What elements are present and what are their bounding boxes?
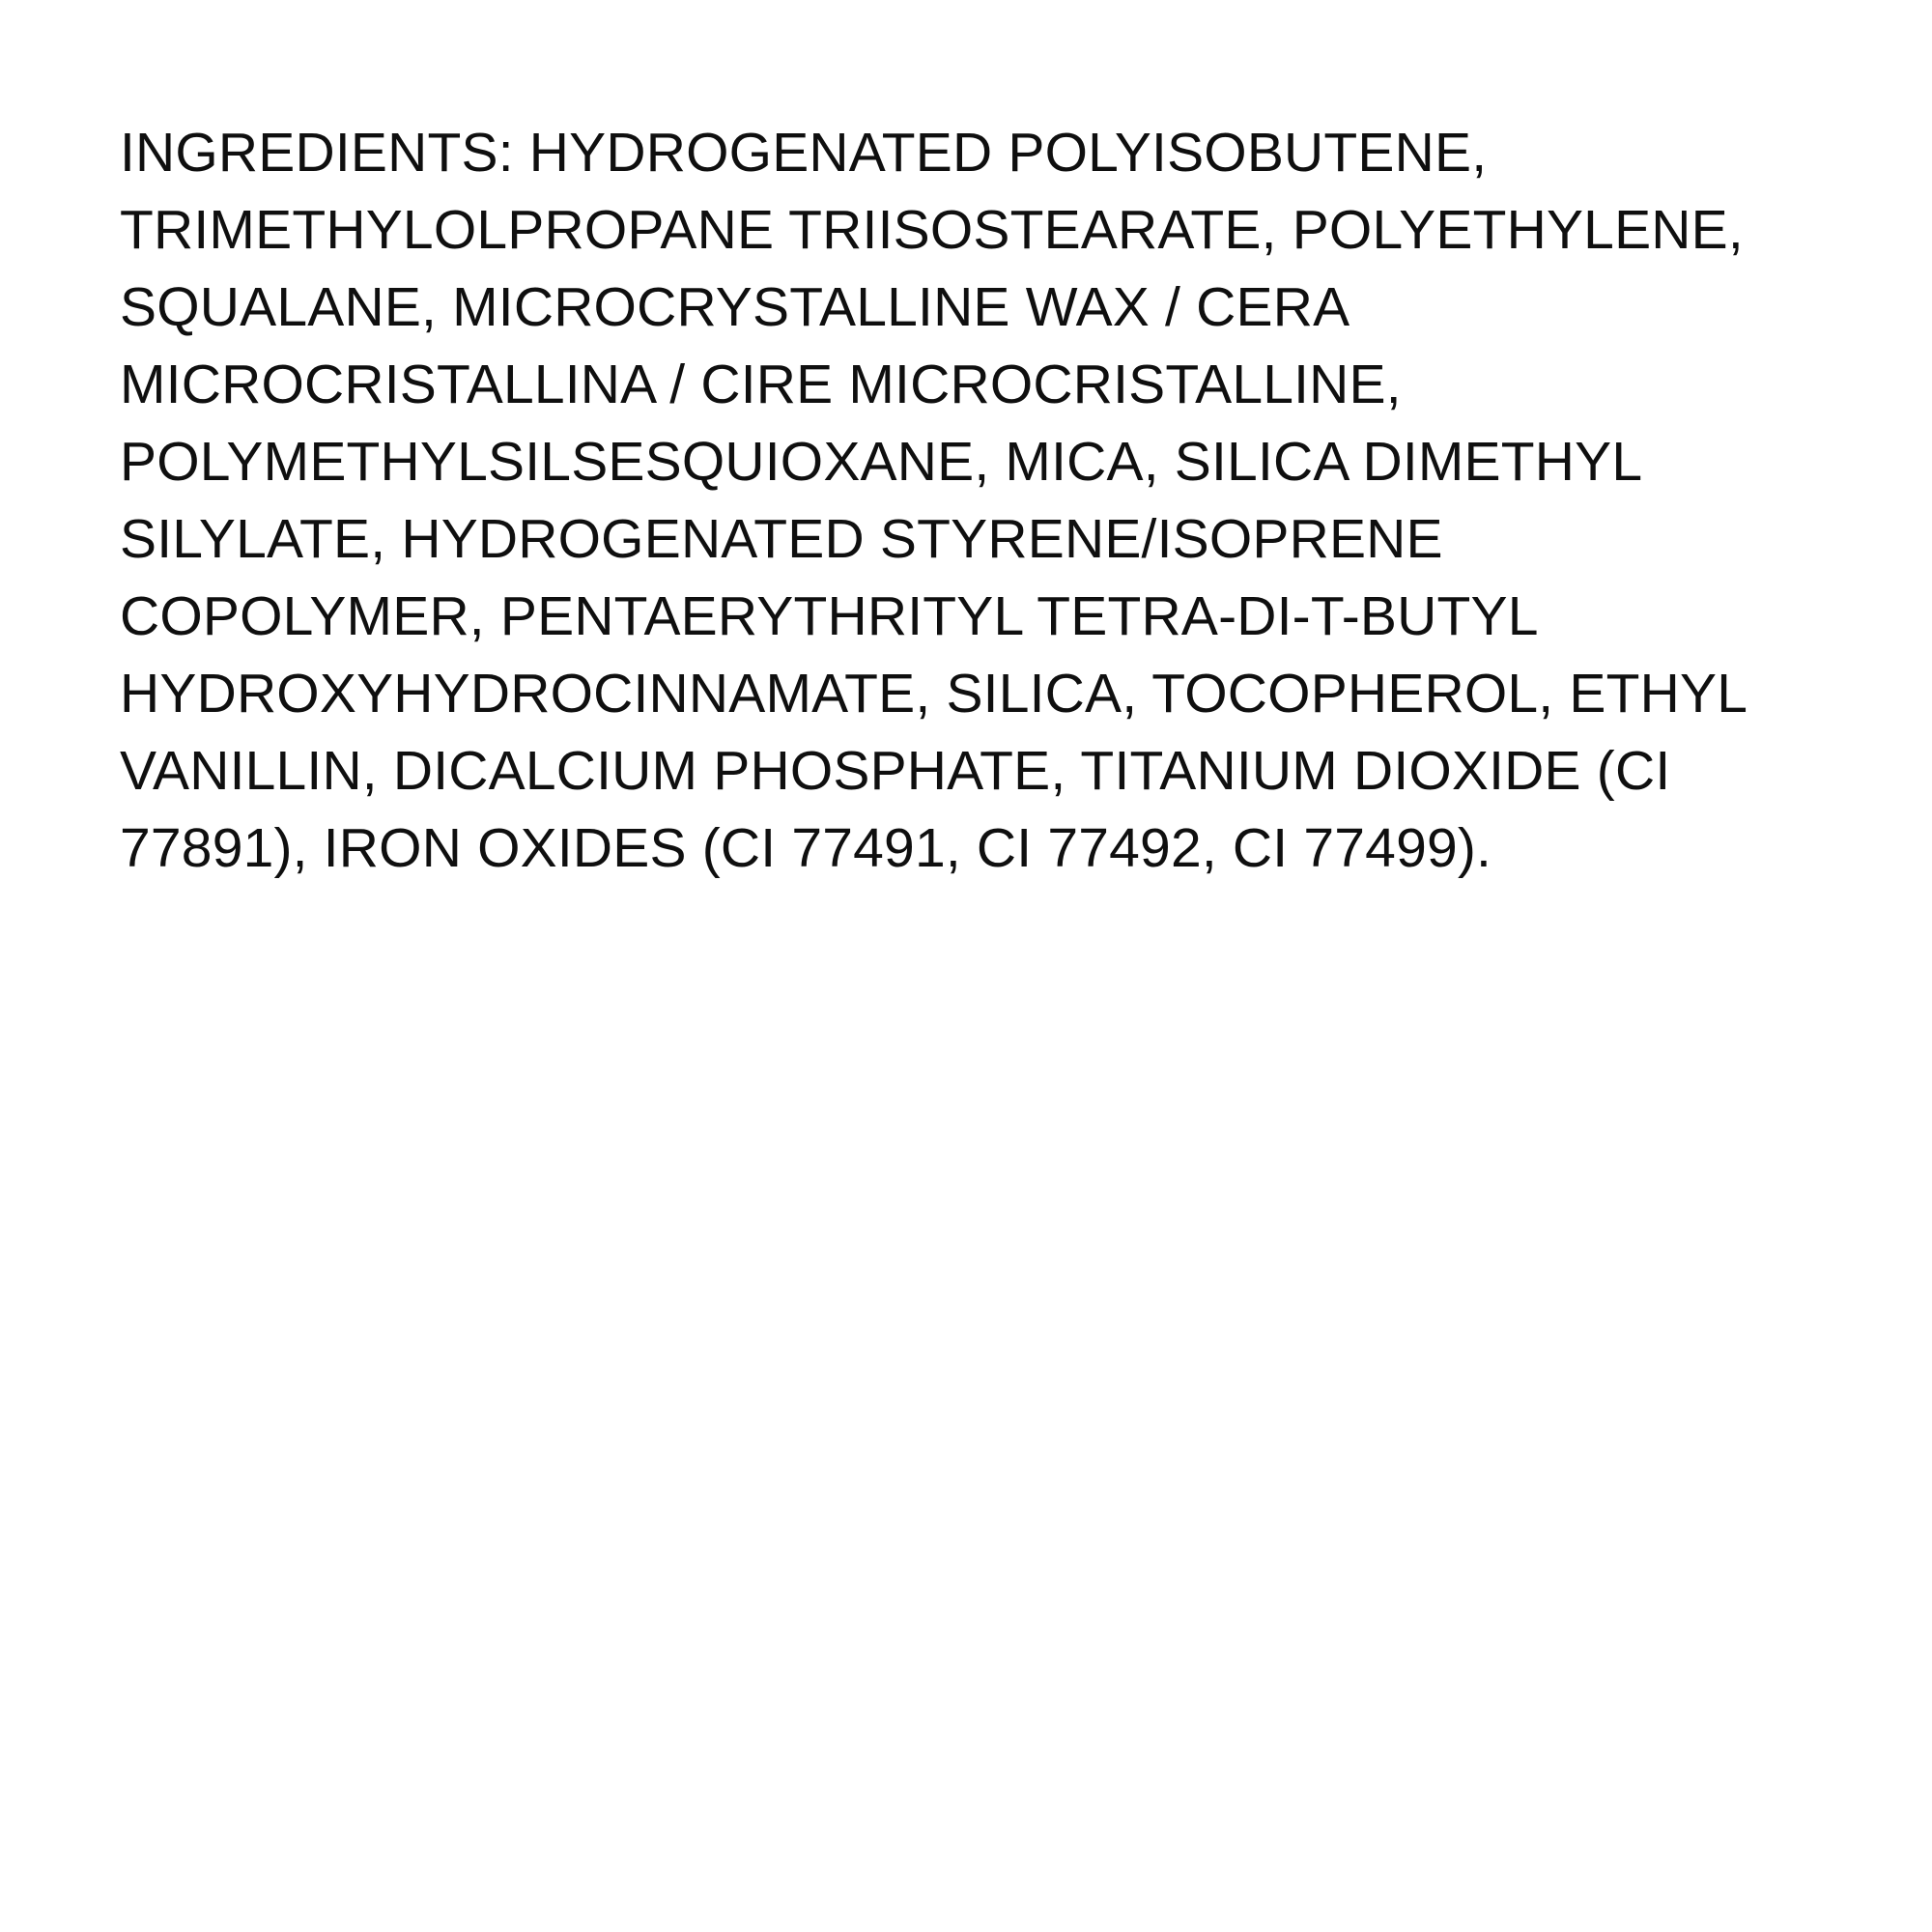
ingredients-block — [120, 114, 1762, 887]
ingredients-paragraph: INGREDIENTS: HYDROGENATED POLYISOBUTENE, TRIMETHYLOLPROPANE TRIISOSTEARATE, POLYETHYLENE, SQUALANE, MICROCRYSTALLINE WAX / CERA MICROCRISTALLINA / CIRE MICROCRISTALLINE, POLYMETHYLSILSESQUIOXANE, MICA, SILICA DIMETHYL SILYLATE, HYDROGENATED STYRENE/ISOPRENE COPOLYMER, PENTAERYTHRITYL TETRA-DI-T-BUTYL HYDROXYHYDROCINNAMATE, SILICA, TOCOPHEROL, ETHYL VANILLIN, DICALCIUM PHOSPHATE, TITANIUM DIOXIDE (CI 77891), IRON OXIDES (CI 77491, CI 77492, CI 77499). — [120, 122, 1762, 879]
